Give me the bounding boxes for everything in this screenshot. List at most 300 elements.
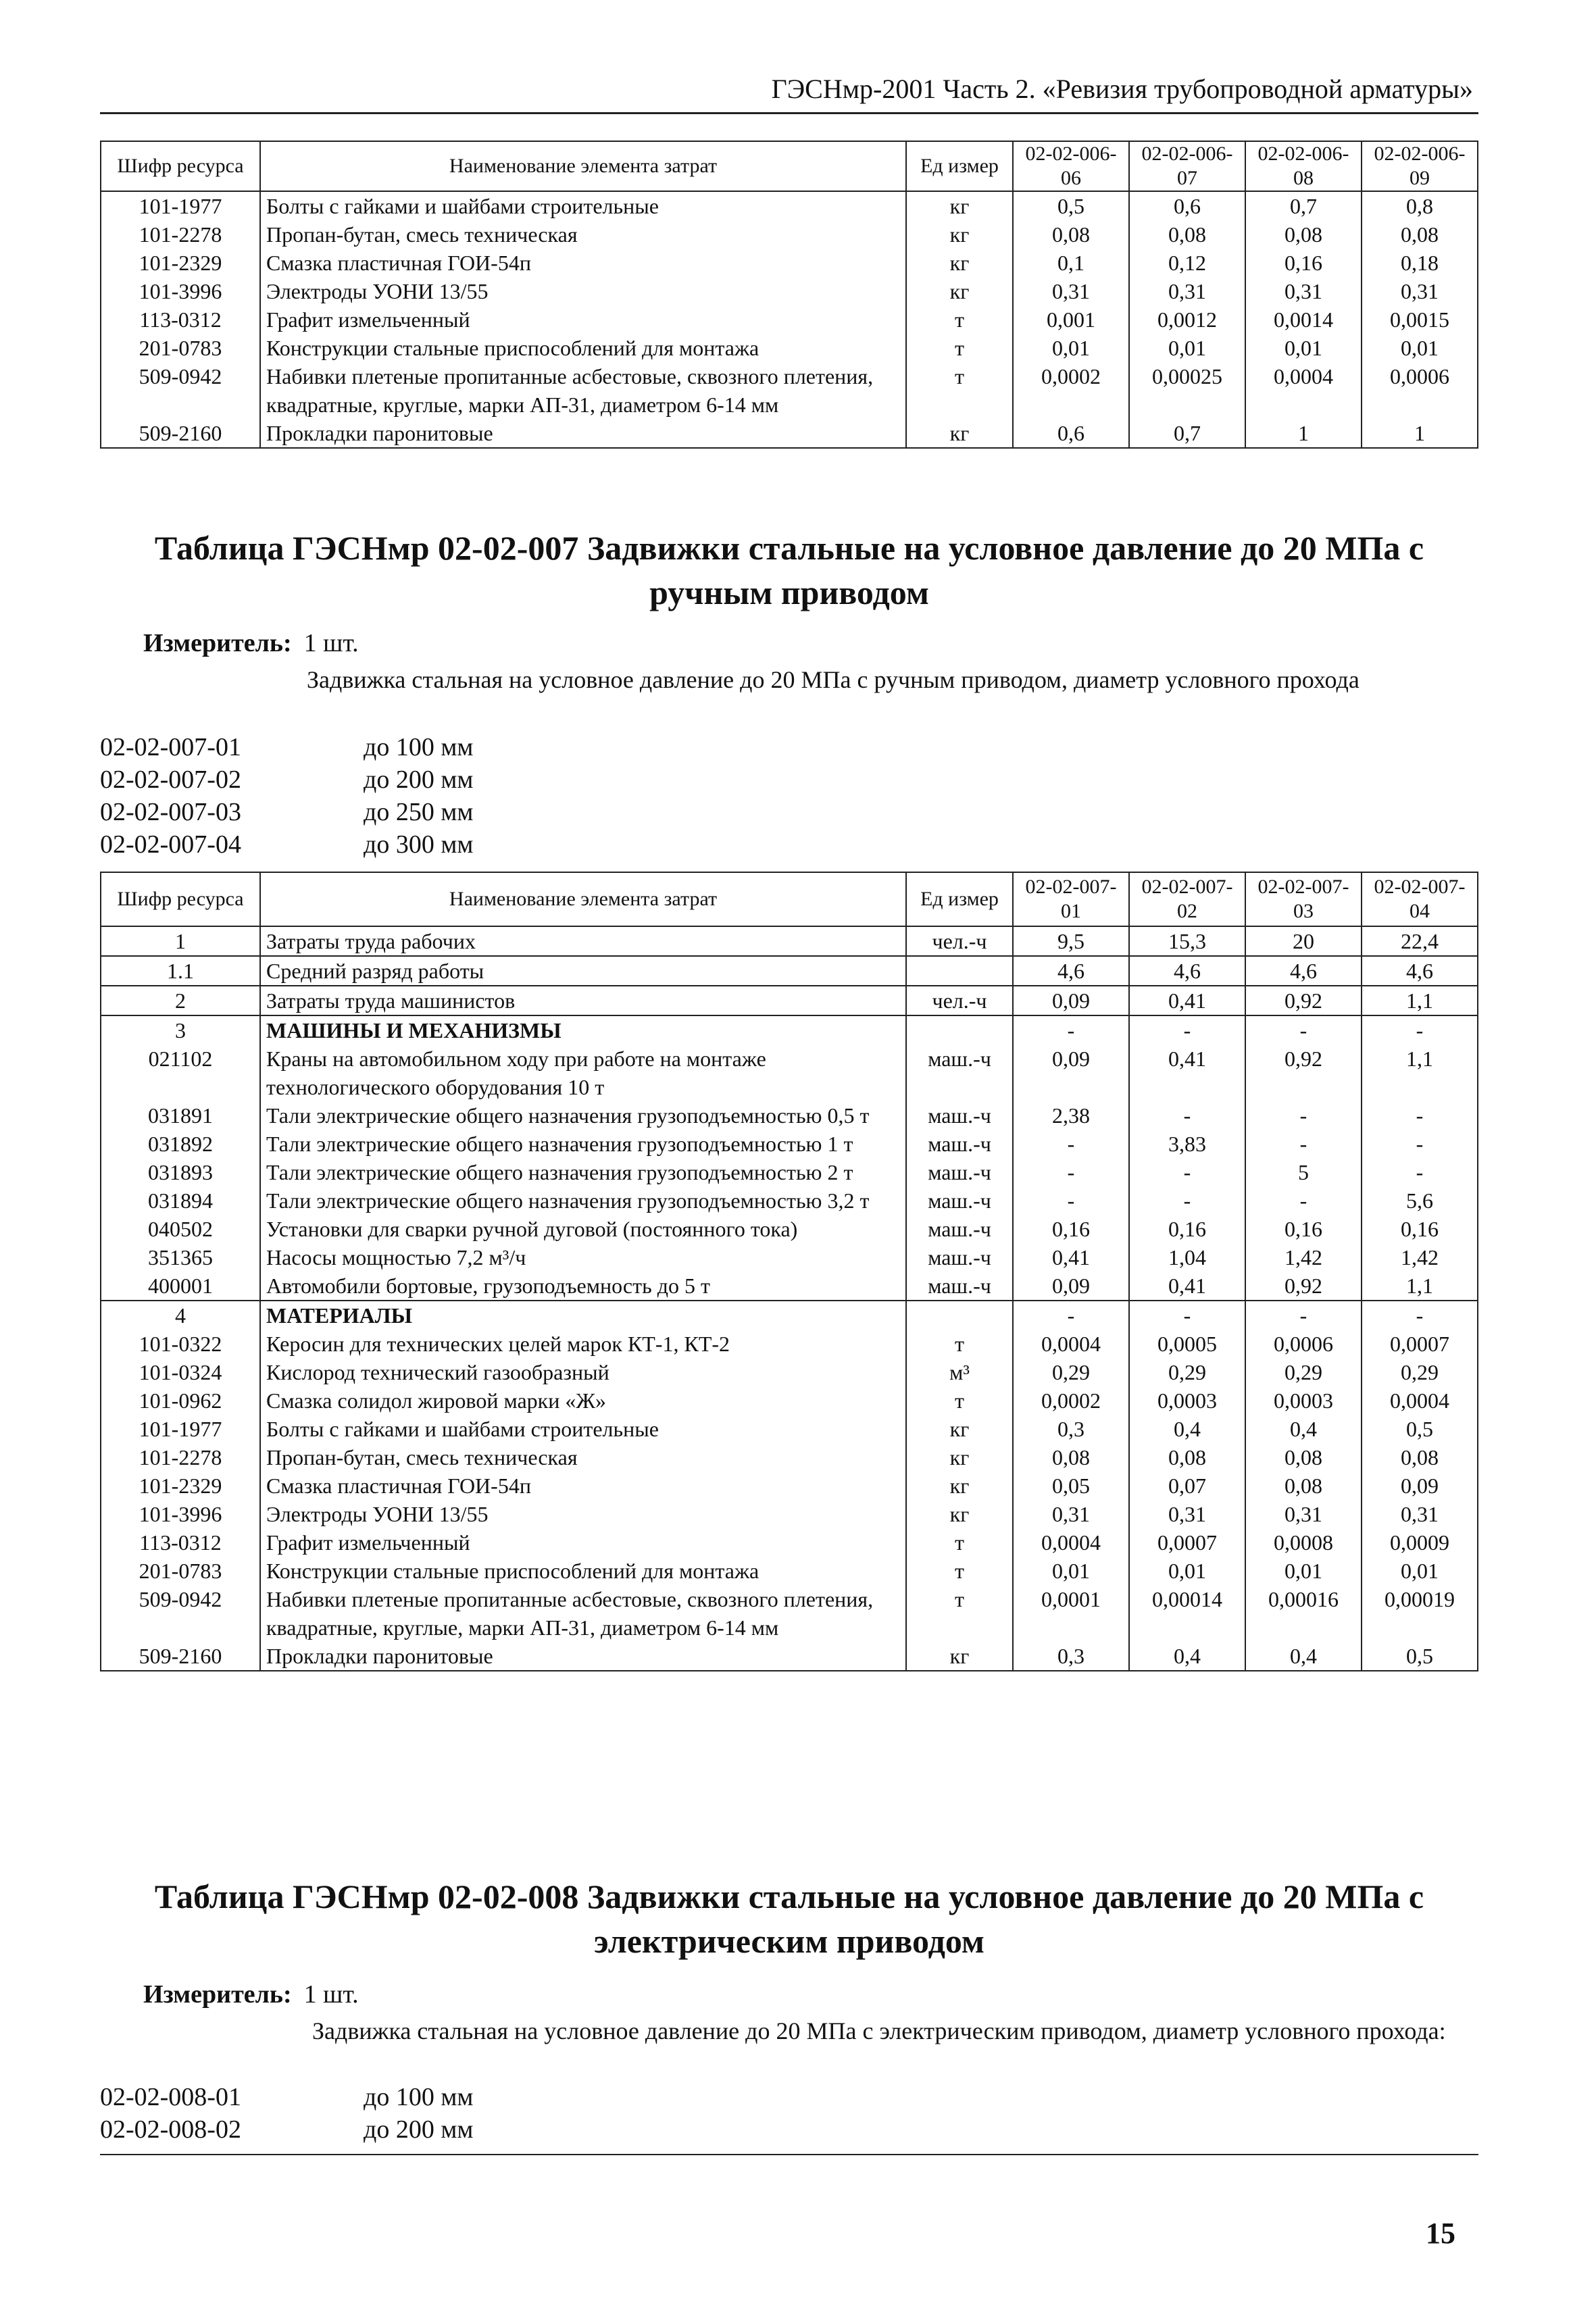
value-cell: 0,5	[1362, 1415, 1478, 1443]
table-row	[101, 249, 1478, 277]
value-cell: 0,7	[1245, 191, 1362, 220]
value-cell: 2,38	[1013, 1101, 1129, 1130]
unit-cell: т	[906, 362, 1013, 419]
code-value: до 250 мм	[364, 798, 474, 826]
code-label: 02-02-007-02	[100, 765, 241, 794]
value-cell: -	[1362, 1158, 1478, 1186]
header-rule	[100, 112, 1478, 114]
unit-cell: маш.-ч	[906, 1215, 1013, 1243]
value-cell: 0,3	[1013, 1642, 1129, 1671]
value-cell: 0,00016	[1245, 1585, 1362, 1642]
column-header: Ед измер	[906, 872, 1013, 926]
table-007	[100, 872, 1478, 1671]
value-cell: 0,00014	[1129, 1585, 1245, 1642]
column-header: Шифр ресурса	[101, 872, 260, 926]
value-cell: 1,42	[1362, 1243, 1478, 1272]
table-row	[101, 419, 1478, 448]
table-008-description: Задвижка стальная на условное давление до 20 МПа с электрическим приводом, диаметр условного прохода:	[312, 2017, 1446, 2044]
table-row	[101, 1272, 1478, 1301]
value-cell: 0,4	[1245, 1415, 1362, 1443]
code-value: до 300 мм	[364, 830, 474, 859]
value-cell: 0,00025	[1129, 362, 1245, 419]
cost-name-cell: Краны на автомобильном ходу при работе на монтаже технологического оборудования 10 т	[260, 1045, 906, 1101]
value-cell: 0,08	[1362, 1443, 1478, 1472]
column-header: 02-02-007-04	[1362, 872, 1478, 926]
code-label: 02-02-007-04	[100, 830, 241, 859]
value-cell: 0,0007	[1129, 1528, 1245, 1557]
unit-cell: кг	[906, 1642, 1013, 1671]
measure-label: Измеритель:	[143, 1980, 292, 2009]
value-cell: 0,31	[1362, 277, 1478, 305]
value-cell: -	[1013, 1301, 1129, 1330]
table-008-title: Таблица ГЭСНмр 02-02-008 Задвижки стальные на условное давление до 20 МПа с электрическим приводом	[154, 1878, 1424, 1960]
unit-cell: маш.-ч	[906, 1272, 1013, 1301]
value-cell: 1,1	[1362, 1272, 1478, 1301]
value-cell: 0,01	[1362, 334, 1478, 362]
value-cell: 0,09	[1362, 1472, 1478, 1500]
value-cell: -	[1129, 1301, 1245, 1330]
bottom-rule	[100, 2154, 1478, 2155]
value-cell: 0,0003	[1129, 1386, 1245, 1415]
value-cell: 0,16	[1245, 249, 1362, 277]
code-list-item	[100, 731, 473, 763]
column-header: Ед измер	[906, 141, 1013, 191]
value-cell: 0,7	[1129, 419, 1245, 448]
resource-code-cell: 113-0312	[101, 305, 260, 334]
measure-value: 1 шт.	[303, 629, 359, 657]
cost-name-cell: Набивки плетеные пропитанные асбестовые, сквозного плетения, квадратные, круглые, марки АП-31, диаметром 6-14 мм	[260, 362, 906, 419]
value-cell: 0,92	[1245, 1045, 1362, 1101]
resource-code-cell: 021102	[101, 1045, 260, 1101]
value-cell: 0,08	[1362, 220, 1478, 249]
value-cell: 0,29	[1362, 1358, 1478, 1386]
resource-code-cell: 509-0942	[101, 1585, 260, 1642]
value-cell: -	[1362, 1101, 1478, 1130]
cost-name-cell: Конструкции стальные приспособлений для монтажа	[260, 1557, 906, 1585]
cost-name-cell: Пропан-бутан, смесь техническая	[260, 1443, 906, 1472]
table-006-continuation	[100, 141, 1478, 449]
value-cell: 0,41	[1129, 986, 1245, 1015]
cost-name-cell: Электроды УОНИ 13/55	[260, 1500, 906, 1528]
column-header: 02-02-006-06	[1013, 141, 1129, 191]
resource-code-cell: 509-0942	[101, 362, 260, 419]
cost-name-cell: Прокладки паронитовые	[260, 1642, 906, 1671]
cost-name-cell: Тали электрические общего назначения грузоподъемностью 0,5 т	[260, 1101, 906, 1130]
table-row	[101, 956, 1478, 986]
value-cell: 0,8	[1362, 191, 1478, 220]
code-list-item	[100, 2081, 473, 2113]
value-cell: 0,0015	[1362, 305, 1478, 334]
resource-code-cell: 101-0324	[101, 1358, 260, 1386]
value-cell: 0,31	[1013, 1500, 1129, 1528]
table-row	[101, 1585, 1478, 1642]
value-cell: 0,16	[1129, 1215, 1245, 1243]
value-cell: 3,83	[1129, 1130, 1245, 1158]
cost-name-cell: Графит измельченный	[260, 1528, 906, 1557]
value-cell: 0,4	[1129, 1415, 1245, 1443]
value-cell: 0,16	[1245, 1215, 1362, 1243]
value-cell: -	[1245, 1301, 1362, 1330]
code-label: 02-02-008-01	[100, 2083, 241, 2111]
unit-cell: т	[906, 305, 1013, 334]
resource-code-cell: 031894	[101, 1186, 260, 1215]
code-label: 02-02-008-02	[100, 2115, 241, 2144]
value-cell: 0,08	[1129, 1443, 1245, 1472]
table-row	[101, 1101, 1478, 1130]
cost-name-cell: Прокладки паронитовые	[260, 419, 906, 448]
value-cell: 0,01	[1013, 334, 1129, 362]
table-row	[101, 334, 1478, 362]
table-row	[101, 1015, 1478, 1045]
code-list-item	[100, 796, 473, 828]
value-cell: 0,01	[1129, 1557, 1245, 1585]
resource-code-cell: 3	[101, 1015, 260, 1045]
cost-name-cell: Болты с гайками и шайбами строительные	[260, 1415, 906, 1443]
cost-name-cell: Болты с гайками и шайбами строительные	[260, 191, 906, 220]
value-cell: 0,41	[1129, 1272, 1245, 1301]
code-label: 02-02-007-03	[100, 798, 241, 826]
measure-line	[143, 628, 359, 658]
unit-cell: т	[906, 334, 1013, 362]
column-header: 02-02-007-02	[1129, 872, 1245, 926]
resource-code-cell: 031893	[101, 1158, 260, 1186]
value-cell: 0,0012	[1129, 305, 1245, 334]
value-cell: 5,6	[1362, 1186, 1478, 1215]
table-row	[101, 191, 1478, 220]
value-cell: 0,01	[1362, 1557, 1478, 1585]
column-header: 02-02-006-08	[1245, 141, 1362, 191]
cost-name-cell: Пропан-бутан, смесь техническая	[260, 220, 906, 249]
value-cell: -	[1129, 1015, 1245, 1045]
value-cell: 0,0007	[1362, 1330, 1478, 1358]
table-row	[101, 1443, 1478, 1472]
table-row	[101, 1158, 1478, 1186]
value-cell: 0,92	[1245, 1272, 1362, 1301]
unit-cell: чел.-ч	[906, 986, 1013, 1015]
value-cell: -	[1129, 1158, 1245, 1186]
value-cell: 0,0006	[1245, 1330, 1362, 1358]
value-cell: 0,12	[1129, 249, 1245, 277]
cost-name-cell: Автомобили бортовые, грузоподъемность до 5 т	[260, 1272, 906, 1301]
value-cell: 5	[1245, 1158, 1362, 1186]
resource-code-cell: 1	[101, 926, 260, 956]
cost-name-cell: МАТЕРИАЛЫ	[260, 1301, 906, 1330]
table-row	[101, 1130, 1478, 1158]
table-row	[101, 1243, 1478, 1272]
table-row	[101, 1642, 1478, 1671]
value-cell: 4,6	[1362, 956, 1478, 986]
value-cell: 4,6	[1013, 956, 1129, 986]
table-row	[101, 220, 1478, 249]
resource-code-cell: 509-2160	[101, 1642, 260, 1671]
value-cell: 0,0005	[1129, 1330, 1245, 1358]
unit-cell: кг	[906, 419, 1013, 448]
measure-line	[143, 1980, 359, 2009]
running-header: ГЭСНмр-2001 Часть 2. «Ревизия трубопроводной арматуры»	[771, 74, 1473, 104]
resource-code-cell: 351365	[101, 1243, 260, 1272]
value-cell: -	[1362, 1015, 1478, 1045]
resource-code-cell: 113-0312	[101, 1528, 260, 1557]
unit-cell: т	[906, 1585, 1013, 1642]
resource-code-cell: 031892	[101, 1130, 260, 1158]
value-cell: 0,31	[1129, 1500, 1245, 1528]
column-header: Шифр ресурса	[101, 141, 260, 191]
value-cell: 0,5	[1013, 191, 1129, 220]
resource-code-cell: 101-3996	[101, 1500, 260, 1528]
unit-cell: т	[906, 1528, 1013, 1557]
value-cell: 0,01	[1129, 334, 1245, 362]
value-cell: 1,04	[1129, 1243, 1245, 1272]
value-cell: 0,0004	[1362, 1386, 1478, 1415]
value-cell: 0,001	[1013, 305, 1129, 334]
value-cell: -	[1013, 1130, 1129, 1158]
value-cell: 20	[1245, 926, 1362, 956]
value-cell: 0,6	[1129, 191, 1245, 220]
value-cell: 0,08	[1245, 1472, 1362, 1500]
value-cell: -	[1013, 1186, 1129, 1215]
table-row	[101, 1472, 1478, 1500]
resource-code-cell: 400001	[101, 1272, 260, 1301]
table-row	[101, 277, 1478, 305]
code-value: до 100 мм	[364, 733, 474, 761]
value-cell: 0,31	[1013, 277, 1129, 305]
value-cell: 0,31	[1245, 277, 1362, 305]
value-cell: 9,5	[1013, 926, 1129, 956]
unit-cell: маш.-ч	[906, 1186, 1013, 1215]
resource-code-cell: 2	[101, 986, 260, 1015]
unit-cell: кг	[906, 249, 1013, 277]
resource-code-cell: 040502	[101, 1215, 260, 1243]
unit-cell: кг	[906, 277, 1013, 305]
value-cell: 0,4	[1129, 1642, 1245, 1671]
value-cell: 0,5	[1362, 1642, 1478, 1671]
unit-cell: кг	[906, 1500, 1013, 1528]
value-cell: 0,31	[1245, 1500, 1362, 1528]
cost-name-cell: Затраты труда рабочих	[260, 926, 906, 956]
code-list-item	[100, 763, 473, 796]
value-cell: 4,6	[1245, 956, 1362, 986]
value-cell: 0,29	[1245, 1358, 1362, 1386]
value-cell: -	[1129, 1186, 1245, 1215]
value-cell: 0,0002	[1013, 362, 1129, 419]
value-cell: 0,08	[1013, 1443, 1129, 1472]
value-cell: 0,01	[1013, 1557, 1129, 1585]
table-007-description: Задвижка стальная на условное давление до 20 МПа с ручным приводом, диаметр условного прохода	[307, 666, 1360, 693]
value-cell: 0,0003	[1245, 1386, 1362, 1415]
resource-code-cell: 101-2329	[101, 1472, 260, 1500]
value-cell: 0,41	[1013, 1243, 1129, 1272]
cost-name-cell: Керосин для технических целей марок КТ-1, КТ-2	[260, 1330, 906, 1358]
value-cell: 0,3	[1013, 1415, 1129, 1443]
cost-name-cell: Конструкции стальные приспособлений для монтажа	[260, 334, 906, 362]
table-row	[101, 305, 1478, 334]
resource-code-cell: 101-1977	[101, 191, 260, 220]
unit-cell: чел.-ч	[906, 926, 1013, 956]
value-cell: 0,09	[1013, 1272, 1129, 1301]
value-cell: 0,0004	[1013, 1528, 1129, 1557]
value-cell: 0,01	[1245, 334, 1362, 362]
value-cell: 1,1	[1362, 986, 1478, 1015]
code-list-item	[100, 828, 473, 861]
column-header: 02-02-006-09	[1362, 141, 1478, 191]
cost-name-cell: Набивки плетеные пропитанные асбестовые, сквозного плетения, квадратные, круглые, марки АП-31, диаметром 6-14 мм	[260, 1585, 906, 1642]
column-header: Наименование элемента затрат	[260, 872, 906, 926]
value-cell: 0,0004	[1245, 362, 1362, 419]
value-cell: 0,0004	[1013, 1330, 1129, 1358]
value-cell: 0,41	[1129, 1045, 1245, 1101]
value-cell: -	[1013, 1158, 1129, 1186]
table-007-code-list	[100, 731, 473, 861]
value-cell: 0,0014	[1245, 305, 1362, 334]
cost-name-cell: Затраты труда машинистов	[260, 986, 906, 1015]
value-cell: 0,05	[1013, 1472, 1129, 1500]
code-list-item	[100, 2113, 473, 2146]
unit-cell: маш.-ч	[906, 1158, 1013, 1186]
resource-code-cell: 1.1	[101, 956, 260, 986]
value-cell: 1	[1362, 419, 1478, 448]
code-value: до 100 мм	[364, 2083, 474, 2111]
unit-cell: т	[906, 1386, 1013, 1415]
unit-cell: м³	[906, 1358, 1013, 1386]
value-cell: -	[1362, 1130, 1478, 1158]
unit-cell: маш.-ч	[906, 1045, 1013, 1101]
resource-code-cell: 101-2278	[101, 220, 260, 249]
code-value: до 200 мм	[364, 2115, 474, 2144]
table-row	[101, 1045, 1478, 1101]
table-row	[101, 1215, 1478, 1243]
table-row	[101, 1358, 1478, 1386]
value-cell: 0,31	[1362, 1500, 1478, 1528]
cost-name-cell: Насосы мощностью 7,2 м³/ч	[260, 1243, 906, 1272]
table-007-title: Таблица ГЭСНмр 02-02-007 Задвижки стальные на условное давление до 20 МПа с ручным приводом	[154, 529, 1424, 611]
cost-name-cell: Установки для сварки ручной дуговой (постоянного тока)	[260, 1215, 906, 1243]
cost-name-cell: Средний разряд работы	[260, 956, 906, 986]
value-cell: 0,31	[1129, 277, 1245, 305]
unit-cell: кг	[906, 191, 1013, 220]
value-cell: 1	[1245, 419, 1362, 448]
resource-code-cell: 101-2278	[101, 1443, 260, 1472]
unit-cell: кг	[906, 1472, 1013, 1500]
column-header: Наименование элемента затрат	[260, 141, 906, 191]
unit-cell: кг	[906, 1415, 1013, 1443]
value-cell: 0,0001	[1013, 1585, 1129, 1642]
value-cell: 0,08	[1245, 1443, 1362, 1472]
resource-code-cell: 4	[101, 1301, 260, 1330]
measure-label: Измеритель:	[143, 629, 292, 657]
cost-name-cell: Электроды УОНИ 13/55	[260, 277, 906, 305]
value-cell: 0,4	[1245, 1642, 1362, 1671]
measure-value: 1 шт.	[303, 1980, 359, 2009]
value-cell: 0,08	[1013, 220, 1129, 249]
table-row	[101, 926, 1478, 956]
unit-cell: маш.-ч	[906, 1130, 1013, 1158]
resource-code-cell: 101-3996	[101, 277, 260, 305]
value-cell: 0,29	[1129, 1358, 1245, 1386]
code-value: до 200 мм	[364, 765, 474, 794]
cost-name-cell: Тали электрические общего назначения грузоподъемностью 2 т	[260, 1158, 906, 1186]
cost-name-cell: Тали электрические общего назначения грузоподъемностью 1 т	[260, 1130, 906, 1158]
resource-code-cell: 201-0783	[101, 334, 260, 362]
column-header: 02-02-006-07	[1129, 141, 1245, 191]
value-cell: 0,09	[1013, 1045, 1129, 1101]
value-cell: 0,08	[1245, 220, 1362, 249]
value-cell: 0,0002	[1013, 1386, 1129, 1415]
cost-name-cell: Тали электрические общего назначения грузоподъемностью 3,2 т	[260, 1186, 906, 1215]
table-row	[101, 1557, 1478, 1585]
value-cell: 22,4	[1362, 926, 1478, 956]
cost-name-cell: Смазка солидол жировой марки «Ж»	[260, 1386, 906, 1415]
table-row	[101, 1500, 1478, 1528]
cost-name-cell: Смазка пластичная ГОИ-54п	[260, 1472, 906, 1500]
value-cell: 0,6	[1013, 419, 1129, 448]
value-cell: 0,1	[1013, 249, 1129, 277]
unit-cell: маш.-ч	[906, 1101, 1013, 1130]
table-row	[101, 986, 1478, 1015]
resource-code-cell: 101-1977	[101, 1415, 260, 1443]
value-cell: -	[1013, 1015, 1129, 1045]
value-cell: 0,01	[1245, 1557, 1362, 1585]
value-cell: 0,00019	[1362, 1585, 1478, 1642]
column-header: 02-02-007-03	[1245, 872, 1362, 926]
value-cell: -	[1245, 1015, 1362, 1045]
value-cell: 4,6	[1129, 956, 1245, 986]
cost-name-cell: МАШИНЫ И МЕХАНИЗМЫ	[260, 1015, 906, 1045]
unit-cell: кг	[906, 1443, 1013, 1472]
value-cell: 0,18	[1362, 249, 1478, 277]
value-cell: 1,1	[1362, 1045, 1478, 1101]
value-cell: -	[1245, 1101, 1362, 1130]
unit-cell: т	[906, 1330, 1013, 1358]
value-cell: 0,08	[1129, 220, 1245, 249]
unit-cell	[906, 956, 1013, 986]
resource-code-cell: 201-0783	[101, 1557, 260, 1585]
value-cell: 0,0008	[1245, 1528, 1362, 1557]
column-header: 02-02-007-01	[1013, 872, 1129, 926]
table-row	[101, 362, 1478, 419]
table-row	[101, 1386, 1478, 1415]
value-cell: 0,16	[1362, 1215, 1478, 1243]
value-cell: 0,0006	[1362, 362, 1478, 419]
value-cell: 15,3	[1129, 926, 1245, 956]
table-row	[101, 1528, 1478, 1557]
unit-cell: маш.-ч	[906, 1243, 1013, 1272]
cost-name-cell: Смазка пластичная ГОИ-54п	[260, 249, 906, 277]
cost-name-cell: Кислород технический газообразный	[260, 1358, 906, 1386]
value-cell: 0,29	[1013, 1358, 1129, 1386]
value-cell: 0,92	[1245, 986, 1362, 1015]
value-cell: 0,09	[1013, 986, 1129, 1015]
resource-code-cell: 031891	[101, 1101, 260, 1130]
value-cell: -	[1362, 1301, 1478, 1330]
value-cell: -	[1129, 1101, 1245, 1130]
table-row	[101, 1330, 1478, 1358]
value-cell: 0,07	[1129, 1472, 1245, 1500]
resource-code-cell: 509-2160	[101, 419, 260, 448]
table-008-code-list	[100, 2081, 473, 2146]
resource-code-cell: 101-0962	[101, 1386, 260, 1415]
value-cell: 0,0009	[1362, 1528, 1478, 1557]
value-cell: 0,16	[1013, 1215, 1129, 1243]
code-label: 02-02-007-01	[100, 733, 241, 761]
cost-name-cell: Графит измельченный	[260, 305, 906, 334]
unit-cell: т	[906, 1557, 1013, 1585]
value-cell: -	[1245, 1130, 1362, 1158]
value-cell: 1,42	[1245, 1243, 1362, 1272]
unit-cell: кг	[906, 220, 1013, 249]
resource-code-cell: 101-2329	[101, 249, 260, 277]
unit-cell	[906, 1301, 1013, 1330]
page-number: 15	[1426, 2217, 1455, 2250]
